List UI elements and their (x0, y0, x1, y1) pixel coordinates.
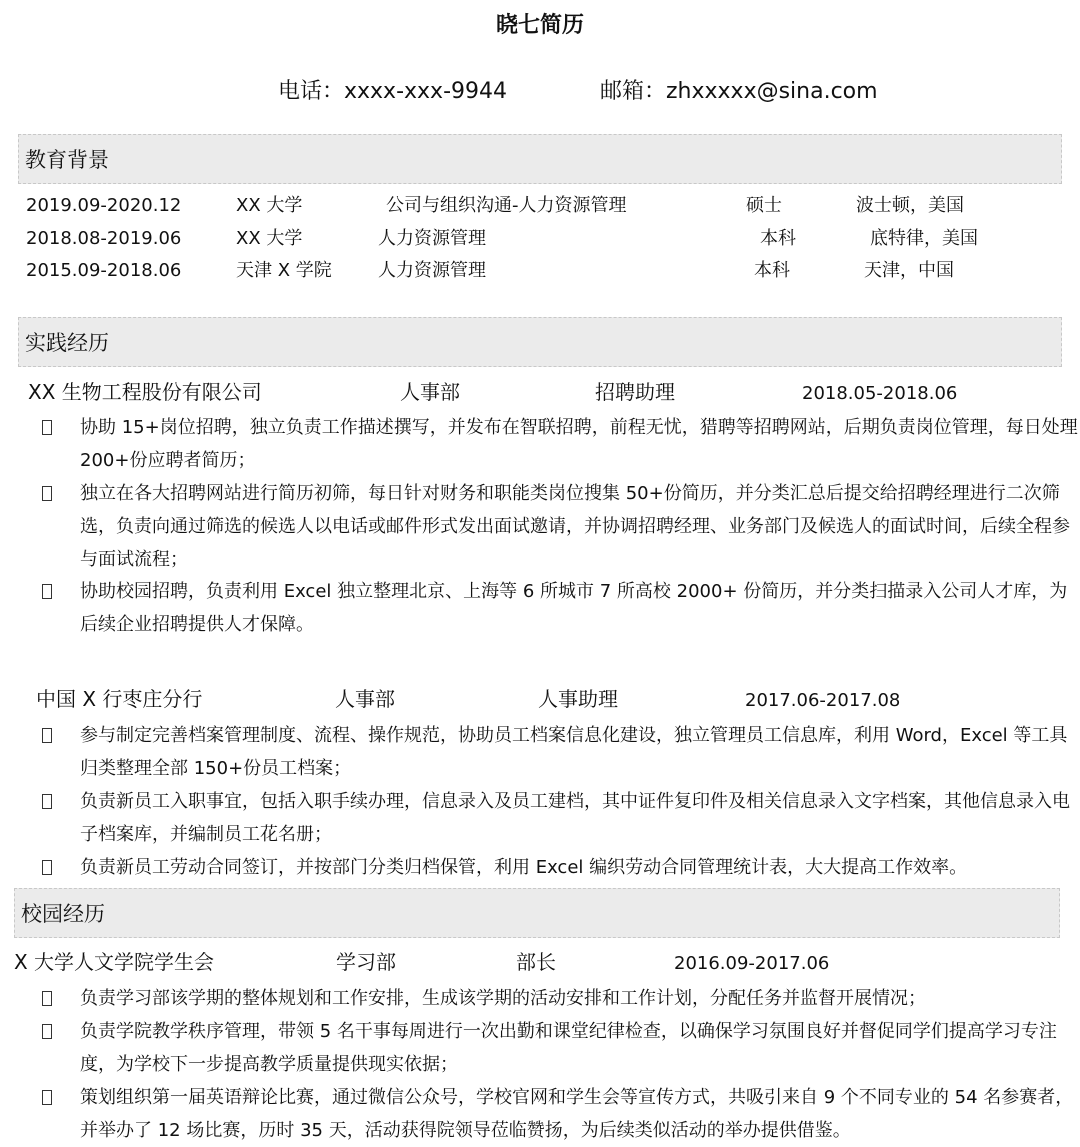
campus-role: 部长 (516, 950, 556, 974)
education-school: XX 大学 (236, 195, 303, 216)
campus-organization: X 大学人文学院学生会 (14, 950, 215, 974)
bullet-text: 协助校园招聘，负责利用 Excel 独立整理北京、上海等 6 所城市 7 所高校 2000+ 份简历，并分类扫描录入公司人才库，为后续企业招聘提供人才保障。 (80, 581, 1068, 635)
education-major: 公司与组织沟通-人力资源管理 (386, 195, 627, 216)
bullet-text: 负责学习部该学期的整体规划和工作安排，生成该学期的活动安排和工作计划，分配任务并监督开展情况； (80, 988, 926, 1009)
bullet-text: 参与制定完善档案管理制度、流程、操作规范，协助员工档案信息化建设，独立管理员工信息库，利用 Word，Excel 等工具归类整理全部 150+份员工档案； (80, 725, 1068, 779)
job-period: 2017.06-2017.08 (745, 690, 901, 711)
list-item (42, 575, 1078, 641)
list-item (42, 982, 1078, 1015)
campus-department: 学习部 (336, 950, 396, 974)
checkbox-bullet-icon (42, 851, 80, 884)
education-degree: 本科 (754, 260, 790, 281)
education-location: 天津，中国 (864, 260, 954, 281)
section-heading-campus: 校园经历 (14, 888, 1060, 938)
checkbox-bullet-icon (42, 785, 80, 851)
bullet-text: 负责新员工入职事宜，包括入职手续办理，信息录入及员工建档，其中证件复印件及相关信息录入文字档案，其他信息录入电子档案库，并编制员工花名册； (80, 791, 1070, 845)
contact-email: 邮箱：zhxxxxx@sina.com (600, 79, 878, 104)
job-department: 人事部 (335, 687, 395, 711)
list-item (42, 411, 1078, 477)
job-role: 人事助理 (538, 687, 618, 711)
checkbox-bullet-icon (42, 1081, 80, 1147)
checkbox-bullet-icon (42, 719, 80, 785)
education-major: 人力资源管理 (378, 228, 486, 249)
section-heading-practice: 实践经历 (18, 317, 1062, 367)
education-date: 2015.09-2018.06 (26, 260, 182, 281)
campus-period: 2016.09-2017.06 (674, 953, 830, 974)
education-degree: 硕士 (746, 195, 782, 216)
education-date: 2018.08-2019.06 (26, 228, 182, 249)
contact-phone: 电话：xxxx-xxx-9944 (278, 79, 508, 104)
checkbox-bullet-icon (42, 575, 80, 641)
list-item (42, 719, 1078, 785)
resume-title: 晓七简历 (495, 13, 584, 38)
checkbox-bullet-icon (42, 1015, 80, 1081)
section-heading-education: 教育背景 (18, 134, 1062, 184)
job-role: 招聘助理 (595, 380, 675, 404)
bullet-text: 独立在各大招聘网站进行简历初筛，每日针对财务和职能类岗位搜集 50+份简历，并分类汇总后提交给招聘经理进行二次筛选，负责向通过筛选的候选人以电话或邮件形式发出面试邀请，并协调招聘经理、业务部门及候选人的面试时间，后续全程参与面试流程； (80, 483, 1070, 570)
list-item (42, 477, 1078, 576)
checkbox-bullet-icon (42, 411, 80, 477)
education-school: XX 大学 (236, 228, 303, 249)
education-degree: 本科 (760, 228, 796, 249)
bullet-text: 策划组织第一届英语辩论比赛，通过微信公众号，学校官网和学生会等宣传方式，共吸引来自 9 个不同专业的 54 名参赛者，并举办了 12 场比赛，历时 35 天，活动获得院领导莅临赞扬，为后续类似活动的举办提供借鉴。 (80, 1087, 1074, 1141)
checkbox-bullet-icon (42, 982, 80, 1015)
bullet-text: 负责学院教学秩序管理，带领 5 名干事每周进行一次出勤和课堂纪律检查，以确保学习氛围良好并督促同学们提高学习专注度，为学校下一步提高教学质量提供现实依据； (80, 1021, 1057, 1075)
bullet-text: 负责新员工劳动合同签订，并按部门分类归档保管，利用 Excel 编织劳动合同管理统计表，大大提高工作效率。 (80, 857, 968, 878)
education-location: 波士顿，美国 (856, 195, 964, 216)
bullet-text: 协助 15+岗位招聘，独立负责工作描述撰写，并发布在智联招聘，前程无忧，猎聘等招聘网站，后期负责岗位管理，每日处理 200+份应聘者简历； (80, 417, 1078, 471)
education-major: 人力资源管理 (378, 260, 486, 281)
list-item (42, 1015, 1078, 1081)
job-company: 中国 X 行枣庄分行 (36, 687, 203, 711)
job-department: 人事部 (400, 380, 460, 404)
checkbox-bullet-icon (42, 477, 80, 576)
education-location: 底特律，美国 (870, 228, 978, 249)
list-item (42, 785, 1078, 851)
education-date: 2019.09-2020.12 (26, 195, 182, 216)
job-company: XX 生物工程股份有限公司 (28, 380, 262, 404)
job-period: 2018.05-2018.06 (802, 383, 958, 404)
list-item (42, 1081, 1078, 1147)
education-school: 天津 X 学院 (236, 260, 332, 281)
list-item (42, 851, 1078, 884)
